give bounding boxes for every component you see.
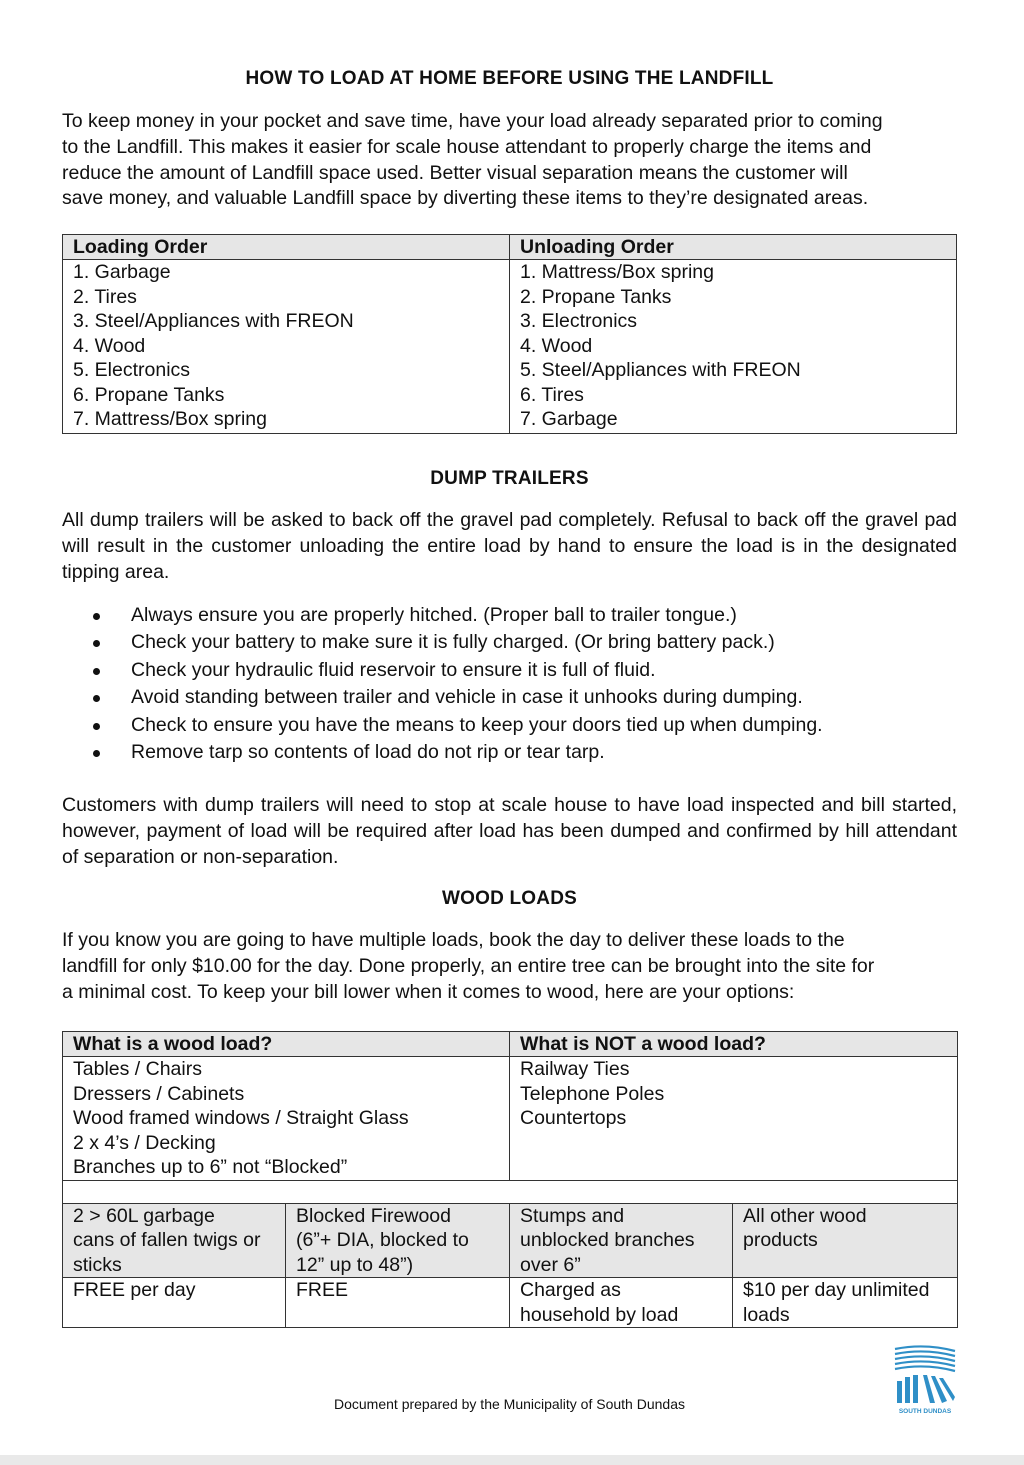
- option-text: Blocked Firewood: [296, 1204, 451, 1227]
- price-cell: [510, 1278, 733, 1328]
- intro-line: To keep money in your pocket and save time, have your load already separated prior to coming: [62, 110, 883, 132]
- price-cell: [63, 1278, 286, 1328]
- order-table: [62, 234, 957, 434]
- list-item: 7. Garbage: [520, 408, 618, 430]
- option-text: 2 > 60L garbage: [73, 1204, 215, 1227]
- wood-prices-row: [63, 1278, 958, 1328]
- list-item: [62, 712, 957, 739]
- list-item: [62, 602, 957, 629]
- list-item: 2. Propane Tanks: [520, 285, 672, 308]
- intro-line: to the Landfill. This makes it easier for scale house attendant to properly charge the items and: [62, 135, 872, 158]
- list-item: Branches up to 6” not “Blocked”: [73, 1156, 348, 1178]
- list-item: 5. Electronics: [73, 359, 191, 381]
- option-text: (6”+ DIA, blocked to: [296, 1229, 469, 1251]
- option-text: All other wood: [743, 1204, 867, 1227]
- loading-order-header: Loading Order: [63, 235, 510, 260]
- list-item: Telephone Poles: [520, 1082, 665, 1105]
- intro-line: a minimal cost. To keep your bill lower when it comes to wood, here are your options:: [62, 980, 795, 1003]
- bullet-text: Avoid standing between trailer and vehicle in case it unhooks during dumping.: [131, 686, 803, 709]
- option-cell: [510, 1203, 733, 1278]
- intro-paragraph: [62, 109, 957, 212]
- bullet-text: Check your hydraulic fluid reservoir to ensure it is full of fluid.: [131, 658, 656, 681]
- intro-line: If you know you are going to have multiple loads, book the day to deliver these loads to the: [62, 929, 845, 951]
- not-wood-load-items: [510, 1057, 958, 1181]
- unloading-order-header: Unloading Order: [510, 235, 957, 260]
- list-item: [62, 684, 957, 711]
- dump-trailers-intro: All dump trailers will be asked to back off the gravel pad completely. Refusal to back off the gravel pad will result in the customer unloading the entire load by hand to ensure the load is in the designated tipping area.: [62, 509, 957, 583]
- bullet-text: Check your battery to make sure it is fully charged. (Or bring battery pack.): [131, 631, 775, 654]
- price-cell: [733, 1278, 958, 1328]
- wood-load-header: What is a wood load?: [63, 1032, 510, 1057]
- logo-text: SOUTH DUNDAS: [898, 1408, 952, 1415]
- wood-table-spacer-row: [63, 1180, 958, 1203]
- page-title: HOW TO LOAD AT HOME BEFORE USING THE LANDFILL: [245, 68, 774, 89]
- option-cell: [286, 1203, 510, 1278]
- list-item: 5. Steel/Appliances with FREON: [520, 359, 801, 381]
- list-item: [62, 657, 957, 684]
- list-item: 1. Mattress/Box spring: [520, 261, 714, 283]
- dump-trailers-closing: Customers with dump trailers will need to stop at scale house to have load inspected and bill started, however, payment of load will be required after load has been dumped and confirmed by hill attendant of separation or non-separation.: [62, 794, 957, 868]
- price-text: loads: [743, 1303, 790, 1326]
- bullet-icon: [93, 723, 100, 730]
- loading-order-list: [63, 260, 510, 434]
- list-item: Tables / Chairs: [73, 1058, 202, 1080]
- option-text: unblocked branches: [520, 1229, 695, 1251]
- bullet-text: Check to ensure you have the means to keep your doors tied up when dumping.: [131, 713, 823, 736]
- option-cell: [63, 1203, 286, 1278]
- option-text: cans of fallen twigs or: [73, 1229, 261, 1251]
- dump-trailers-heading: DUMP TRAILERS: [430, 468, 589, 489]
- wood-load-items: [63, 1057, 510, 1181]
- dump-trailers-checklist: [62, 602, 957, 766]
- wood-loads-heading: WOOD LOADS: [442, 888, 577, 909]
- list-item: Wood framed windows / Straight Glass: [73, 1107, 409, 1129]
- bullet-icon: [93, 668, 100, 675]
- not-wood-load-header: What is NOT a wood load?: [510, 1032, 958, 1057]
- list-item: 2 x 4’s / Decking: [73, 1131, 216, 1154]
- bullet-icon: [93, 640, 100, 647]
- wood-options-row: [63, 1203, 958, 1278]
- wood-table-header-row: [63, 1032, 958, 1057]
- list-item: 7. Mattress/Box spring: [73, 408, 267, 430]
- list-item: 2. Tires: [73, 285, 137, 308]
- option-text: 12” up to 48”): [296, 1253, 414, 1276]
- list-item: Railway Ties: [520, 1058, 630, 1080]
- footer-text: Document prepared by the Municipality of South Dundas: [334, 1396, 685, 1412]
- list-item: Countertops: [520, 1107, 627, 1129]
- list-item: Dressers / Cabinets: [73, 1082, 245, 1105]
- bullet-icon: [93, 613, 100, 620]
- list-item: 6. Tires: [520, 383, 584, 406]
- price-text: household by load: [520, 1303, 679, 1326]
- wood-load-table: [62, 1031, 958, 1328]
- bullet-icon: [93, 750, 100, 757]
- bullet-text: Remove tarp so contents of load do not rip or tear tarp.: [131, 741, 605, 764]
- list-item: 3. Steel/Appliances with FREON: [73, 310, 354, 332]
- option-text: sticks: [73, 1253, 122, 1276]
- spacer-cell: [63, 1180, 958, 1203]
- list-item: 6. Propane Tanks: [73, 383, 225, 406]
- price-text: FREE per day: [73, 1279, 196, 1301]
- page-bottom-band: [0, 1455, 1024, 1465]
- option-cell: [733, 1203, 958, 1278]
- list-item: 4. Wood: [73, 334, 146, 357]
- south-dundas-logo-icon: [893, 1345, 957, 1415]
- list-item: 1. Garbage: [73, 261, 171, 283]
- intro-line: save money, and valuable Landfill space by diverting these items to they’re designated areas.: [62, 187, 869, 210]
- list-item: [62, 739, 957, 766]
- option-text: over 6”: [520, 1253, 581, 1276]
- price-cell: [286, 1278, 510, 1328]
- wood-table-items-row: [63, 1057, 958, 1181]
- list-item: 3. Electronics: [520, 310, 638, 332]
- price-text: $10 per day unlimited: [743, 1279, 930, 1301]
- option-text: products: [743, 1229, 818, 1251]
- order-table-body-row: [63, 260, 957, 434]
- unloading-order-list: [510, 260, 957, 434]
- wood-loads-intro: [62, 928, 957, 1005]
- price-text: FREE: [296, 1279, 349, 1301]
- intro-line: landfill for only $10.00 for the day. Done properly, an entire tree can be brought into the site for: [62, 954, 875, 977]
- option-text: Stumps and: [520, 1204, 625, 1227]
- bullet-text: Always ensure you are properly hitched. (Proper ball to trailer tongue.): [131, 604, 737, 626]
- list-item: [62, 629, 957, 656]
- intro-line: reduce the amount of Landfill space used. Better visual separation means the customer will: [62, 161, 848, 184]
- list-item: 4. Wood: [520, 334, 593, 357]
- price-text: Charged as: [520, 1279, 621, 1301]
- order-table-header-row: [63, 235, 957, 260]
- bullet-icon: [93, 695, 100, 702]
